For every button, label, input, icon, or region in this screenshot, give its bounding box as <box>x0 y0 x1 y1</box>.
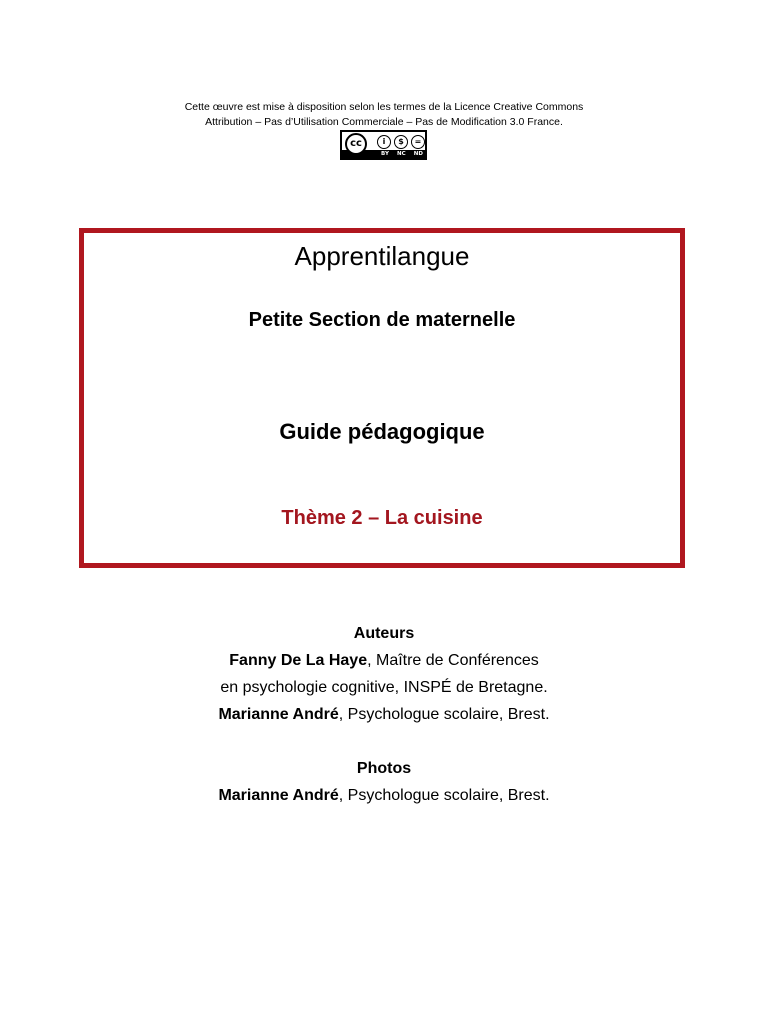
license-notice <box>0 100 768 130</box>
creative-commons-badge <box>340 130 427 160</box>
photographer-name: Marianne André <box>218 787 339 804</box>
author-1-name: Fanny De La Haye <box>229 652 368 669</box>
by-person-icon: i <box>377 135 391 149</box>
author-2-name: Marianne André <box>218 706 339 723</box>
document-type: Guide pédagogique <box>279 419 485 444</box>
photographer-role: , Psychologue scolaire, Brest. <box>338 787 550 804</box>
class-level: Petite Section de maternelle <box>248 309 516 331</box>
license-line-1: Cette œuvre est mise à disposition selon les termes de la Licence Creative Commons <box>184 101 584 113</box>
nc-dollar-icon: $ <box>394 135 408 149</box>
author-1-role: , Maître de Conférences <box>367 652 539 669</box>
authors-heading: Auteurs <box>353 625 415 642</box>
cc-badge-labels <box>377 151 427 158</box>
photos-heading: Photos <box>356 760 412 777</box>
nd-equal-icon: = <box>411 135 425 149</box>
credits <box>0 620 768 809</box>
cc-label-nc: NC <box>397 151 406 157</box>
cc-logo-icon: cc <box>345 133 367 155</box>
photographer <box>0 782 768 809</box>
cc-label-nd: ND <box>413 151 423 157</box>
author-2 <box>0 701 768 728</box>
document-title: Apprentilangue <box>294 241 470 271</box>
theme-title: Thème 2 – La cuisine <box>281 507 483 529</box>
author-1-affiliation: en psychologie cognitive, INSPÉ de Bretagne. <box>220 679 548 696</box>
license-line-2: Attribution – Pas d’Utilisation Commerciale – Pas de Modification 3.0 France. <box>205 116 563 128</box>
title-box <box>79 228 685 568</box>
cc-label-by: BY <box>381 151 389 157</box>
author-2-role: , Psychologue scolaire, Brest. <box>338 706 550 723</box>
author-1 <box>0 647 768 674</box>
